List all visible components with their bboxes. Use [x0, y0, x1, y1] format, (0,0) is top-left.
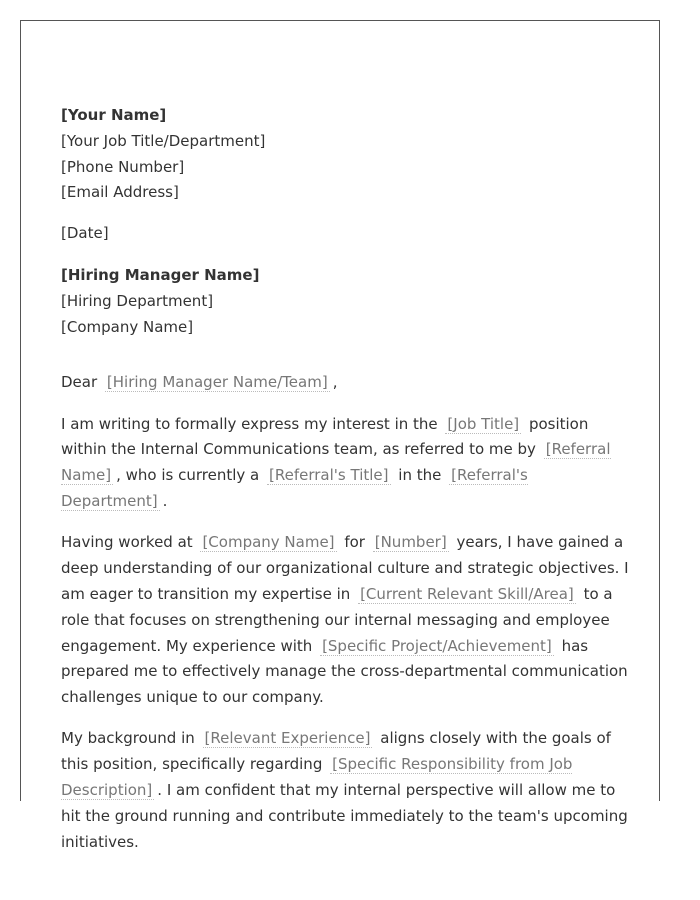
salutation-placeholder[interactable]: [Hiring Manager Name/Team]: [106, 373, 328, 392]
recipient-company: [Company Name]: [61, 317, 194, 336]
letter-date: [Date]: [61, 224, 109, 243]
para1-text-2: position within the Internal Communications team, as referred to me by: [61, 414, 589, 459]
para1-text-3: , who is currently a: [116, 466, 260, 485]
para2-text-3: years, I have gained a deep understanding of our organizational culture and strategic objectives. I am eager to transition my expertise in: [61, 533, 629, 603]
letter-page: [20, 20, 660, 851]
letter-content: [61, 103, 636, 871]
para1-text-4: in the: [398, 466, 442, 485]
para2-text-2: for: [344, 533, 365, 552]
company-name-placeholder[interactable]: [Company Name]: [202, 533, 335, 552]
sender-name: [Your Name]: [61, 106, 167, 124]
skill-area-placeholder[interactable]: [Current Relevant Skill/Area]: [360, 584, 574, 603]
paragraph-background: [61, 726, 636, 855]
paragraph-interest: [61, 412, 636, 515]
project-achievement-placeholder[interactable]: [Specific Project/Achievement]: [322, 636, 552, 655]
referral-title-placeholder[interactable]: [Referral's Title]: [269, 466, 389, 485]
recipient-department: [Hiring Department]: [61, 291, 214, 310]
para3-text-3: . I am confident that my internal perspective will allow me to hit the ground running and contribute immediately to the team's upcoming initiatives.: [61, 781, 628, 851]
referral-name-placeholder[interactable]: [Referral Name]: [61, 440, 611, 485]
responsibility-placeholder[interactable]: [Specific Responsibility from Job Description]: [61, 755, 573, 800]
paragraph-experience: [61, 530, 636, 711]
para2-text-4: to a role that focuses on strengthening our internal messaging and employee engagement. My experience with: [61, 584, 613, 655]
sender-block: [61, 103, 636, 206]
para2-text-5: has prepared me to effectively manage the cross-departmental communication challenges unique to our company.: [61, 636, 628, 707]
sender-phone: [Phone Number]: [61, 157, 185, 176]
salutation-prefix: Dear: [61, 373, 98, 392]
para3-text-1: My background in: [61, 729, 195, 748]
job-title-placeholder[interactable]: [Job Title]: [447, 414, 520, 433]
sender-title: [Your Job Title/Department]: [61, 131, 266, 150]
date-block: [61, 221, 636, 247]
number-placeholder[interactable]: [Number]: [374, 533, 447, 552]
relevant-experience-placeholder[interactable]: [Relevant Experience]: [204, 729, 371, 748]
para2-text-1: Having worked at: [61, 533, 193, 552]
sender-email: [Email Address]: [61, 183, 179, 202]
recipient-name: [Hiring Manager Name]: [61, 265, 260, 284]
para1-text-1: I am writing to formally express my interest in the: [61, 414, 438, 433]
referral-department-placeholder[interactable]: [Referral's Department]: [61, 466, 528, 511]
para3-text-2: aligns closely with the goals of this position, specifically regarding: [61, 729, 611, 774]
para1-text-5: .: [162, 492, 168, 511]
salutation-suffix: ,: [332, 373, 338, 392]
salutation: [61, 370, 636, 396]
recipient-block: [61, 263, 636, 340]
